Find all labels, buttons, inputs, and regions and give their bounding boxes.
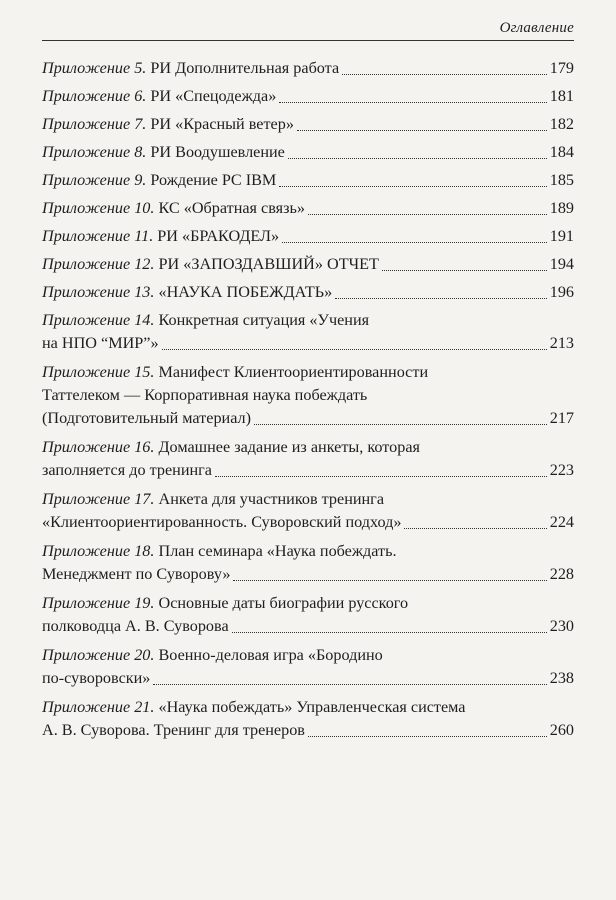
page-number: 189 — [549, 199, 574, 217]
dot-leader — [342, 74, 547, 75]
toc-entry-line — [42, 407, 574, 430]
dot-leader — [232, 632, 547, 633]
toc-entry-line — [42, 281, 574, 304]
entry-title: Основные даты биографии русского — [158, 594, 409, 612]
toc-entry-line — [42, 169, 574, 192]
toc-entry-line — [42, 540, 574, 563]
dot-leader — [233, 580, 546, 581]
entry-title: Анкета для участников тренинга — [158, 490, 385, 508]
toc-entry-line — [42, 332, 574, 355]
appendix-number: Приложение 13. — [42, 283, 155, 301]
toc-entry[interactable] — [42, 225, 574, 248]
entry-title: РИ «БРАКОДЕЛ» — [157, 227, 280, 245]
page-number: 179 — [549, 59, 574, 77]
toc-entry[interactable] — [42, 281, 574, 304]
toc-entry[interactable] — [42, 696, 574, 742]
entry-title: (Подготовительный материал) — [42, 409, 251, 427]
toc-entry-line — [42, 615, 574, 638]
toc-entry[interactable] — [42, 85, 574, 108]
toc-entry[interactable] — [42, 361, 574, 430]
toc-entry-line — [42, 361, 574, 384]
toc-entry-line — [42, 113, 574, 136]
toc-entry-line — [42, 511, 574, 534]
appendix-number: Приложение 11. — [42, 227, 154, 245]
page-number: 196 — [549, 283, 574, 301]
entry-title: Таттелеком — Корпоративная наука побеждать — [42, 386, 368, 404]
appendix-number: Приложение 15. — [42, 363, 155, 381]
dot-leader — [335, 298, 547, 299]
entry-title: РИ «ЗАПОЗДАВШИЙ» ОТЧЕТ — [158, 255, 379, 273]
appendix-number: Приложение 18. — [42, 542, 155, 560]
page-number: 224 — [549, 513, 574, 531]
dot-leader — [382, 270, 547, 271]
entry-title: План семинара «Наука побеждать. — [158, 542, 397, 560]
toc-entry[interactable] — [42, 141, 574, 164]
toc-entry-line — [42, 563, 574, 586]
toc-entry-line — [42, 141, 574, 164]
page-number: 260 — [549, 721, 574, 739]
entry-title: Манифест Клиентоориентированности — [158, 363, 429, 381]
entry-title: Военно-деловая игра «Бородино — [158, 646, 383, 664]
toc-entry-line — [42, 85, 574, 108]
dot-leader — [404, 528, 546, 529]
dot-leader — [279, 186, 546, 187]
entry-title: РИ Дополнительная работа — [150, 59, 340, 77]
page-number: 228 — [549, 565, 574, 583]
page-number: 184 — [549, 143, 574, 161]
toc-entry-line — [42, 436, 574, 459]
toc-entry-line — [42, 488, 574, 511]
appendix-number: Приложение 6. — [42, 87, 147, 105]
toc-entry[interactable] — [42, 197, 574, 220]
appendix-number: Приложение 17. — [42, 490, 155, 508]
dot-leader — [308, 736, 547, 737]
toc-entry[interactable] — [42, 113, 574, 136]
appendix-number: Приложение 21. — [42, 698, 155, 716]
toc-entry-line — [42, 384, 574, 407]
appendix-number: Приложение 20. — [42, 646, 155, 664]
entry-title: А. В. Суворова. Тренинг для тренеров — [42, 721, 305, 739]
appendix-number: Приложение 7. — [42, 115, 147, 133]
toc-entry[interactable] — [42, 644, 574, 690]
entry-title: «НАУКА ПОБЕЖДАТЬ» — [158, 283, 333, 301]
table-of-contents — [42, 57, 574, 748]
page-number: 213 — [549, 334, 574, 352]
dot-leader — [162, 349, 547, 350]
toc-entry-line — [42, 197, 574, 220]
entry-title: Рождение PC IBM — [150, 171, 277, 189]
toc-entry-line — [42, 57, 574, 80]
page-number: 182 — [549, 115, 574, 133]
page-number: 181 — [549, 87, 574, 105]
dot-leader — [282, 242, 547, 243]
toc-entry[interactable] — [42, 436, 574, 482]
entry-title: РИ «Красный ветер» — [150, 115, 294, 133]
dot-leader — [297, 130, 547, 131]
toc-entry-line — [42, 696, 574, 719]
toc-entry-line — [42, 667, 574, 690]
entry-title: полководца А. В. Суворова — [42, 617, 229, 635]
entry-title: Конкретная ситуация «Учения — [158, 311, 370, 329]
appendix-number: Приложение 8. — [42, 143, 147, 161]
toc-entry-line — [42, 644, 574, 667]
toc-entry-line — [42, 459, 574, 482]
toc-entry[interactable] — [42, 57, 574, 80]
page-number: 194 — [549, 255, 574, 273]
toc-entry-line — [42, 253, 574, 276]
dot-leader — [254, 424, 547, 425]
appendix-number: Приложение 10. — [42, 199, 155, 217]
toc-entry-line — [42, 592, 574, 615]
toc-entry[interactable] — [42, 592, 574, 638]
toc-entry[interactable] — [42, 309, 574, 355]
entry-title: Менеджмент по Суворову» — [42, 565, 231, 583]
page-number: 238 — [549, 669, 574, 687]
entry-title: КС «Обратная связь» — [158, 199, 305, 217]
entry-title: по-суворовски» — [42, 669, 151, 687]
entry-title: заполняется до тренинга — [42, 461, 212, 479]
entry-title: на НПО “МИР”» — [42, 334, 159, 352]
toc-entry-line — [42, 719, 574, 742]
dot-leader — [288, 158, 547, 159]
entry-title: «Наука побеждать» Управленческая система — [158, 698, 466, 716]
page-number: 191 — [549, 227, 574, 245]
toc-entry[interactable] — [42, 540, 574, 586]
dot-leader — [215, 476, 547, 477]
entry-title: Домашнее задание из анкеты, которая — [158, 438, 420, 456]
appendix-number: Приложение 16. — [42, 438, 155, 456]
page-number: 230 — [549, 617, 574, 635]
toc-entry[interactable] — [42, 488, 574, 534]
page-number: 185 — [549, 171, 574, 189]
appendix-number: Приложение 9. — [42, 171, 147, 189]
toc-entry-line — [42, 309, 574, 332]
toc-entry-line — [42, 225, 574, 248]
entry-title: «Клиентоориентированность. Суворовский подход» — [42, 513, 402, 531]
appendix-number: Приложение 5. — [42, 59, 147, 77]
dot-leader — [153, 684, 546, 685]
toc-entry[interactable] — [42, 169, 574, 192]
entry-title: РИ «Спецодежда» — [150, 87, 277, 105]
toc-entry[interactable] — [42, 253, 574, 276]
page-header — [42, 18, 574, 41]
page-number: 223 — [549, 461, 574, 479]
appendix-number: Приложение 12. — [42, 255, 155, 273]
dot-leader — [308, 214, 547, 215]
running-head-title: Оглавление — [499, 20, 574, 36]
dot-leader — [279, 102, 546, 103]
entry-title: РИ Воодушевление — [150, 143, 285, 161]
appendix-number: Приложение 19. — [42, 594, 155, 612]
page-number: 217 — [549, 409, 574, 427]
appendix-number: Приложение 14. — [42, 311, 155, 329]
